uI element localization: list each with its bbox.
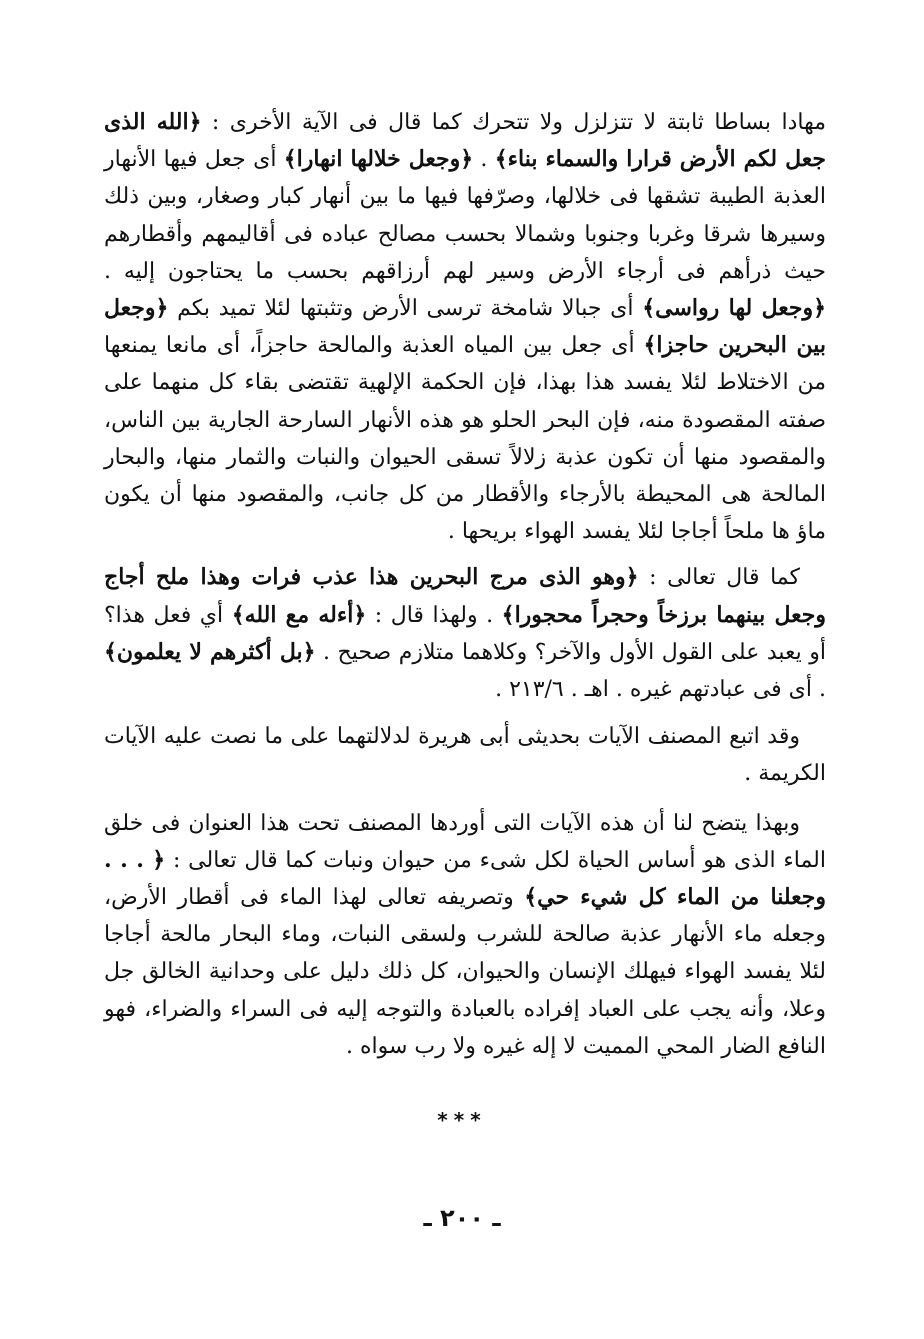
quran-verse-god-with-god: ﴿أءله مع الله﴾ bbox=[231, 601, 367, 628]
paragraph-1-segment-1: مهادا بساطا ثابتة لا تتزلزل ولا تتحرك كما قال فى الآية الأخرى : bbox=[201, 110, 827, 135]
paragraph-4-segment-1: وبهذا يتضح لنا أن هذه الآيات التى أوردها المصنف تحت هذا العنوان فى خلق الماء الذى هو أساس الحياة لكل شىء من حيوان ونبات كما قال تعالى : bbox=[104, 810, 826, 873]
paragraph-4-segment-3: وتصريفه تعالى لهذا الماء فى أقطار الأرض، وجعله ماء الأنهار عذبة صالحة للشرب ولسقى النبات، وماء البحار مالحة أجاجا لئلا يفسد الهواء فيهلك الإنسان والحيوان، كل ذلك دليل على وحدانية الخالق جل وعلا، وأنه يجب على العباد إفراده بالعبادة والتوجه إليه فى السراء والضراء، فهو النافع الضار المحي المميت لا إله غيره ولا رب سواه . bbox=[104, 885, 826, 1059]
paragraph-2 bbox=[104, 559, 826, 708]
paragraph-1-segment-5: أى جعل فيها الأنهار العذبة الطيبة تشقها فى خلالها، وصرّفها فيها ما بين أنهار كبار وصغار، وبين ذلك وسيرها شرقا وغربا وجنوبا وشمالا بحسب مصالح عباده فى أقاليمهم وأقطارهم حيث ذرأهم فى أرجاء الأرض وسير لهم أرزاقهم بحسب ما يحتاجون إليه . bbox=[104, 147, 826, 284]
quran-verse-two-seas: ﴿وهو الذى مرج البحرين هذا عذب فرات وهذا ملح أجاج وجعل بينهما برزخاً وحجراً محجورا﴾ bbox=[104, 564, 826, 628]
quran-verse-mountains: ﴿وجعل لها رواسى﴾ bbox=[642, 295, 826, 322]
paragraph-1-segment-3: . bbox=[473, 147, 495, 173]
paragraph-1 bbox=[104, 104, 826, 550]
paragraph-1-segment-9: أى جعل بين المياه العذبة والمالحة حاجزاً، أى مانعا يمنعها من الاختلاط لئلا يفسد هذا بهذا، فإن الحكمة الإلهية تقتضى بقاء كل منهما على صفته المقصودة منه، فإن البحر الحلو هو هذه الأنهار السارحة الجارية بين الناس، والمقصود منها أن تكون عذبة زلالاً تسقى الحيوان والنبات والثمار منها، والبحار المالحة هى المحيطة بالأرجاء والأقطار من كل جانب، والمقصود منها أن يكون ماؤ ها ملحاً أجاجا لئلا يفسد الهواء بريحها . bbox=[104, 333, 826, 545]
quran-verse-rivers: ﴿وجعل خلالها انهارا﴾ bbox=[283, 146, 474, 173]
quran-verse-most-know-not: ﴿بل أكثرهم لا يعلمون﴾ bbox=[104, 638, 316, 665]
page-number: ـ ٢٠٠ ـ bbox=[423, 1204, 501, 1232]
paragraph-3 bbox=[104, 718, 826, 792]
paragraph-3-segment-1: وقد اتبع المصنف الآيات بحديثى أبى هريرة لدلالتهما على ما نصت عليه الآيات الكريمة . bbox=[104, 724, 826, 787]
paragraph-2-segment-5: أي فعل هذا؟ أو يعبد على القول الأول والآخر؟ وكلاهما متلازم صحيح . bbox=[104, 602, 826, 665]
quran-verse-earth-stable: ﴿الله الذى جعل لكم الأرض قرارا والسماء بناء﴾ bbox=[104, 109, 826, 173]
page-body bbox=[104, 104, 826, 1065]
paragraph-2-segment-7: . أى فى عبادتهم غيره . اهـ . ٢١٣/٦ . bbox=[495, 677, 826, 703]
quran-verse-barrier: ﴿وجعل بين البحرين حاجزا﴾ bbox=[104, 295, 826, 359]
paragraph-4 bbox=[104, 805, 826, 1065]
paragraph-1-segment-7: أى جبالا شامخة ترسى الأرض وتثبتها لئلا تميد بكم bbox=[168, 296, 643, 322]
paragraph-2-segment-1: كما قال تعالى : bbox=[638, 565, 800, 591]
paragraph-2-segment-3: . ولهذا قال : bbox=[366, 602, 502, 628]
quran-verse-water-life: ﴿ . . . وجعلنا من الماء كل شيء حي﴾ bbox=[104, 846, 826, 911]
section-separator: *** bbox=[437, 1108, 487, 1132]
